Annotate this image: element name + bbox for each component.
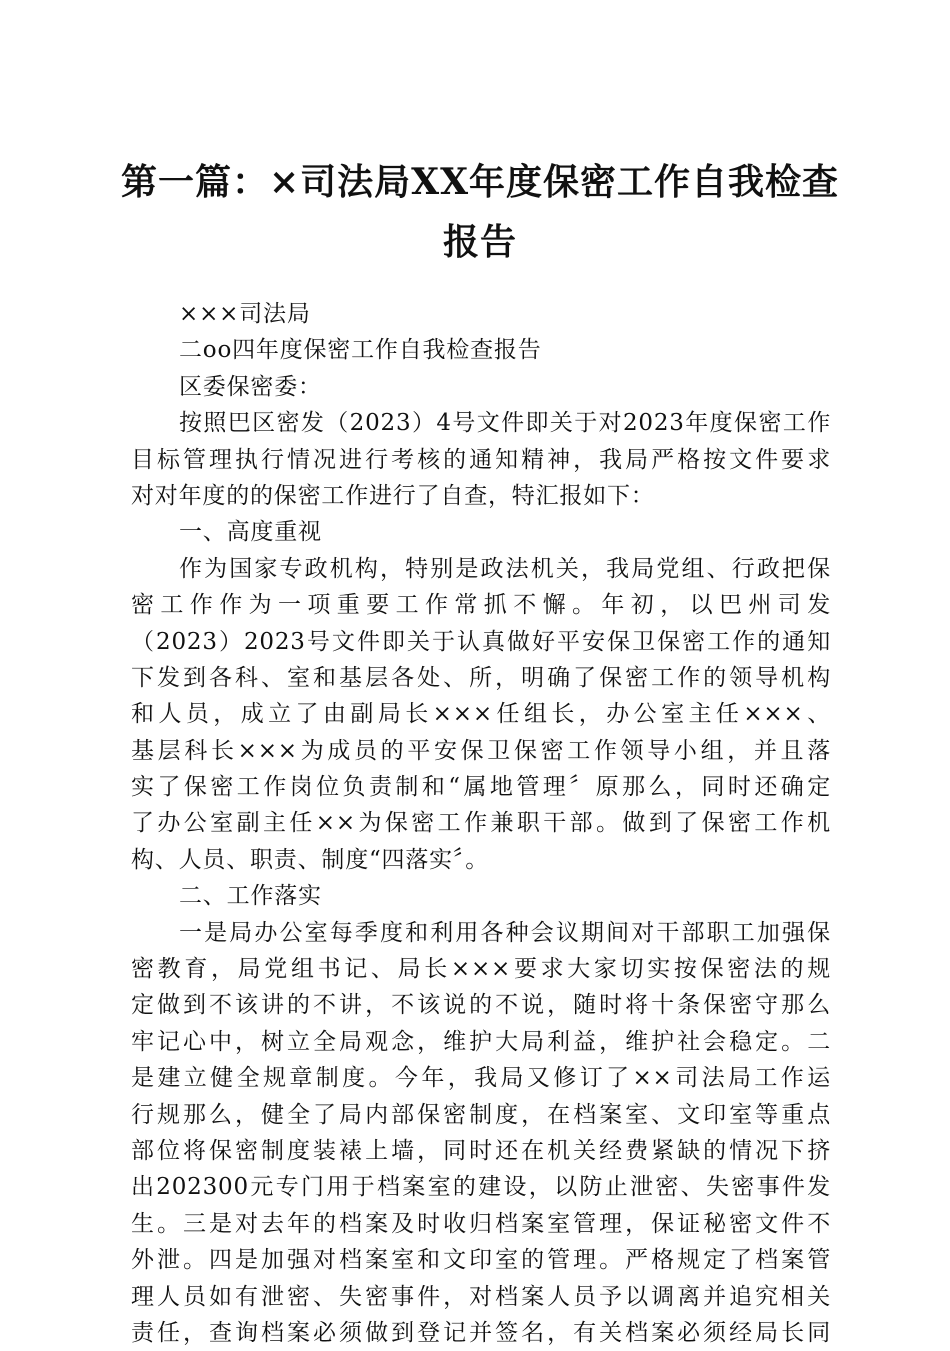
body-line: 密工作作为一项重要工作常抓不懈。年初，以巴州司发 xyxy=(131,592,831,619)
body-line: 作为国家专政机构，特别是政法机关，我局党组、行政把保 xyxy=(179,555,831,582)
section-heading: 一、高度重视 xyxy=(179,519,322,546)
body-line: 行规那么，健全了局内部保密制度，在档案室、文印室等重点 xyxy=(131,1101,831,1128)
document-title-line-1: 第一篇：×司法局XX年度保密工作自我检查 xyxy=(120,161,840,203)
body-line: 构、人员、职责、制度“四落实〞。 xyxy=(131,846,490,873)
body-line: 责任，查询档案必须做到登记并签名，有关档案必须经局长同 xyxy=(131,1319,831,1346)
body-line: ×××司法局 xyxy=(179,301,311,327)
body-line: 定做到不该讲的不讲，不该说的不说，随时将十条保密守那么 xyxy=(131,992,831,1019)
section-heading: 二、工作落实 xyxy=(179,883,322,910)
body-line: 目标管理执行情况进行考核的通知精神，我局严格按文件要求 xyxy=(131,446,831,473)
body-line: 实了保密工作岗位负责制和“属地管理〞原那么，同时还确定 xyxy=(131,774,831,801)
body-line: 外泄。四是加强对档案室和文印室的管理。严格规定了档案管 xyxy=(131,1247,831,1274)
body-line: （2023）2023号文件即关于认真做好平安保卫保密工作的通知 xyxy=(131,628,831,655)
body-line: 对对年度的的保密工作进行了自查，特汇报如下： xyxy=(131,482,655,509)
document-title-line-2: 报告 xyxy=(442,221,517,263)
body-line: 按照巴区密发（2023）4号文件即关于对2023年度保密工作 xyxy=(179,410,831,437)
body-line: 牢记心中，树立全局观念，维护大局利益，维护社会稳定。二 xyxy=(131,1028,831,1055)
body-line: 一是局办公室每季度和利用各种会议期间对干部职工加强保 xyxy=(179,919,831,946)
body-line: 部位将保密制度装裱上墙，同时还在机关经费紧缺的情况下挤 xyxy=(131,1137,831,1164)
body-line: 和人员，成立了由副局长×××任组长，办公室主任×××、 xyxy=(131,701,831,728)
body-line: 是建立健全规章制度。今年，我局又修订了××司法局工作运 xyxy=(131,1065,831,1092)
body-line: 理人员如有泄密、失密事件，对档案人员予以调离并追究相关 xyxy=(131,1283,831,1310)
body-line: 密教育，局党组书记、局长×××要求大家切实按保密法的规 xyxy=(131,956,831,983)
body-line: 生。三是对去年的档案及时收归档案室管理，保证秘密文件不 xyxy=(131,1210,831,1237)
body-line: 二oo四年度保密工作自我检查报告 xyxy=(179,337,542,364)
body-line: 出202300元专门用于档案室的建设，以防止泄密、失密事件发 xyxy=(131,1174,831,1201)
document-body xyxy=(131,296,831,1351)
body-line: 了办公室副主任××为保密工作兼职干部。做到了保密工作机 xyxy=(131,810,831,837)
body-line: 基层科长×××为成员的平安保卫保密工作领导小组，并且落 xyxy=(131,737,831,764)
body-line: 下发到各科、室和基层各处、所，明确了保密工作的领导机构 xyxy=(131,664,831,691)
body-line: 区委保密委： xyxy=(179,373,322,400)
